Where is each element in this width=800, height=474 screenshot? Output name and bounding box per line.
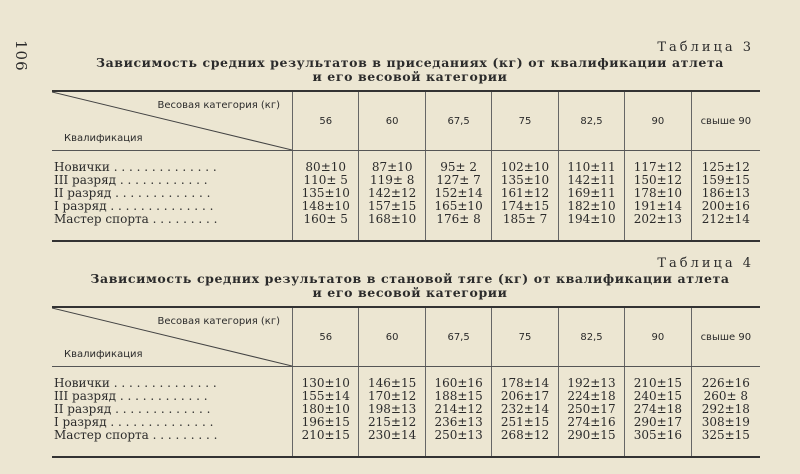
row-label: I разряд . . . . . . . . . . . . . . — [54, 415, 214, 429]
table-cell: 169±11 — [558, 187, 624, 200]
row-label: I разряд . . . . . . . . . . . . . . — [54, 199, 214, 213]
table-cell: 155±14 — [293, 390, 359, 403]
table-cell: 102±10 — [492, 161, 558, 174]
table-cell: 290±15 — [558, 429, 624, 442]
table-cell: 142±11 — [558, 174, 624, 187]
table-cell: 226±16 — [691, 377, 760, 390]
table-cell: 232±14 — [492, 403, 558, 416]
row-label: II разряд . . . . . . . . . . . . . — [54, 186, 211, 200]
table-cell: 325±15 — [691, 429, 760, 442]
table-cell: 224±18 — [558, 390, 624, 403]
table-3-corner-cell — [52, 91, 293, 151]
column-header: 67,5 — [425, 91, 491, 151]
table-cell: 308±19 — [691, 416, 760, 429]
table-4-label: Таблица 4 — [657, 256, 754, 271]
table-3-title-line1: Зависимость средних результатов в приседаниях (кг) от квалификации атлета — [95, 55, 725, 70]
table-cell: 135±10 — [293, 187, 359, 200]
row-label: Мастер спорта . . . . . . . . . — [54, 428, 218, 442]
table-cell: 214±12 — [425, 403, 491, 416]
table-cell: 125±12 — [691, 161, 760, 174]
table-cell: 180±10 — [293, 403, 359, 416]
table-cell: 274±18 — [625, 403, 691, 416]
table-cell: 110±11 — [558, 161, 624, 174]
table-cell: 250±17 — [558, 403, 624, 416]
table-cell: 148±10 — [293, 200, 359, 213]
column-header: 82,5 — [558, 307, 624, 367]
table-cell: 80±10 — [293, 161, 359, 174]
table-cell: 174±15 — [492, 200, 558, 213]
table-cell: 200±16 — [691, 200, 760, 213]
table-cell: 160± 5 — [293, 213, 359, 226]
table-cell: 210±15 — [625, 377, 691, 390]
table-cell: 160±16 — [425, 377, 491, 390]
table-cell: 206±17 — [492, 390, 558, 403]
table-cell: 305±16 — [625, 429, 691, 442]
table-cell: 87±10 — [359, 161, 425, 174]
table-cell: 210±15 — [293, 429, 359, 442]
column-header: 75 — [492, 307, 558, 367]
table-4-title — [60, 272, 760, 300]
table-cell: 186±13 — [691, 187, 760, 200]
column-header: 82,5 — [558, 91, 624, 151]
table-cell: 292±18 — [691, 403, 760, 416]
table-cell: 260± 8 — [691, 390, 760, 403]
table-cell: 135±10 — [492, 174, 558, 187]
table-cell: 251±15 — [492, 416, 558, 429]
table-cell: 240±15 — [625, 390, 691, 403]
table-cell: 215±12 — [359, 416, 425, 429]
table-cell: 236±13 — [425, 416, 491, 429]
table-4 — [52, 306, 760, 458]
table-cell: 117±12 — [625, 161, 691, 174]
table-cell: 268±12 — [492, 429, 558, 442]
table-cell: 146±15 — [359, 377, 425, 390]
row-label: Новички . . . . . . . . . . . . . . — [54, 160, 217, 174]
qualification-header: Квалификация — [64, 349, 143, 360]
column-header: 56 — [293, 91, 359, 151]
row-label: II разряд . . . . . . . . . . . . . — [54, 402, 211, 416]
table-cell: 196±15 — [293, 416, 359, 429]
table-3-title — [60, 56, 760, 84]
table-cell: 230±14 — [359, 429, 425, 442]
table-cell: 274±16 — [558, 416, 624, 429]
table-cell: 212±14 — [691, 213, 760, 226]
table-cell: 250±13 — [425, 429, 491, 442]
column-header: 60 — [359, 307, 425, 367]
table-cell: 290±17 — [625, 416, 691, 429]
table-3-header-row — [52, 91, 760, 151]
table-cell: 192±13 — [558, 377, 624, 390]
column-header: 75 — [492, 91, 558, 151]
row-label: III разряд . . . . . . . . . . . . — [54, 389, 208, 403]
table-cell: 142±12 — [359, 187, 425, 200]
table-row — [52, 429, 760, 442]
table-cell: 150±12 — [625, 174, 691, 187]
table-cell: 178±10 — [625, 187, 691, 200]
table-cell: 182±10 — [558, 200, 624, 213]
table-4-title-line2: и его весовой категории — [312, 285, 508, 300]
table-3-label: Таблица 3 — [657, 40, 754, 55]
table-cell: 95± 2 — [425, 161, 491, 174]
table-3-title-line2: и его весовой категории — [312, 69, 508, 84]
column-header: 60 — [359, 91, 425, 151]
table-4-title-line1: Зависимость средних результатов в становой тяге (кг) от квалификации атлета — [90, 271, 730, 286]
weight-category-header: Весовая категория (кг) — [157, 316, 280, 327]
column-header: свыше 90 — [691, 307, 760, 367]
table-3 — [52, 90, 760, 242]
row-label: Мастер спорта . . . . . . . . . — [54, 212, 218, 226]
table-cell: 165±10 — [425, 200, 491, 213]
row-label: Новички . . . . . . . . . . . . . . — [54, 376, 217, 390]
table-cell: 178±14 — [492, 377, 558, 390]
table-cell: 159±15 — [691, 174, 760, 187]
column-header: 56 — [293, 307, 359, 367]
table-cell: 168±10 — [359, 213, 425, 226]
column-header: 67,5 — [425, 307, 491, 367]
weight-category-header: Весовая категория (кг) — [157, 100, 280, 111]
table-cell: 157±15 — [359, 200, 425, 213]
table-row — [52, 213, 760, 226]
table-cell: 191±14 — [625, 200, 691, 213]
table-4-header-row — [52, 307, 760, 367]
table-cell: 202±13 — [625, 213, 691, 226]
table-cell: 170±12 — [359, 390, 425, 403]
row-label: III разряд . . . . . . . . . . . . — [54, 173, 208, 187]
table-cell: 152±14 — [425, 187, 491, 200]
column-header: 90 — [625, 307, 691, 367]
table-cell: 185± 7 — [492, 213, 558, 226]
table-cell: 161±12 — [492, 187, 558, 200]
table-cell: 119± 8 — [359, 174, 425, 187]
table-cell: 130±10 — [293, 377, 359, 390]
column-header: свыше 90 — [691, 91, 760, 151]
table-cell: 188±15 — [425, 390, 491, 403]
qualification-header: Квалификация — [64, 133, 143, 144]
page-number: 106 — [12, 40, 30, 72]
table-4-corner-cell — [52, 307, 293, 367]
table-cell: 176± 8 — [425, 213, 491, 226]
table-cell: 198±13 — [359, 403, 425, 416]
table-cell: 127± 7 — [425, 174, 491, 187]
column-header: 90 — [625, 91, 691, 151]
table-cell: 194±10 — [558, 213, 624, 226]
table-cell: 110± 5 — [293, 174, 359, 187]
